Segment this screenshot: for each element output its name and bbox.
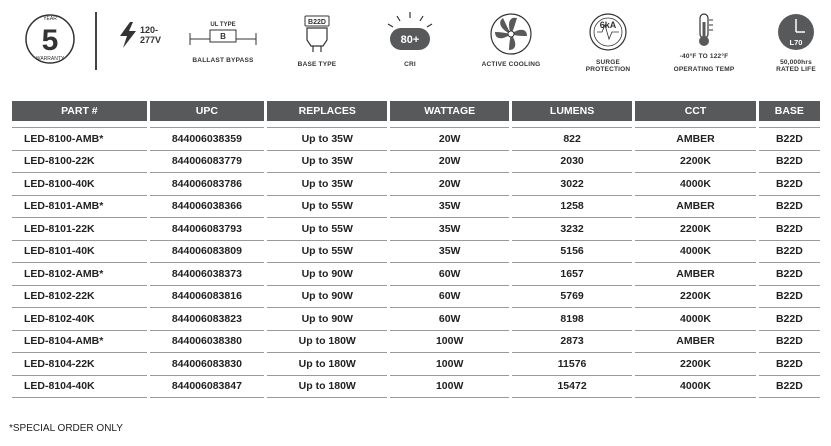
svg-text:WARRANTY: WARRANTY [35, 56, 65, 62]
col-header-lumens: LUMENS [512, 101, 632, 121]
fan-icon [489, 12, 533, 56]
active-cooling-caption: ACTIVE COOLING [481, 61, 541, 68]
cell-part-number: LED-8101-40K [12, 241, 147, 264]
table-row [12, 241, 820, 264]
cell-replaces: Up to 180W [267, 353, 387, 376]
cri-icon [385, 10, 435, 56]
warranty-icon [20, 8, 80, 70]
product-spec-table [9, 101, 823, 398]
svg-text:B: B [220, 32, 226, 41]
cell-lumens: 11576 [512, 353, 632, 376]
table-header-row [12, 101, 820, 121]
ul-type-label: UL TYPE [210, 22, 236, 28]
cell-part-number: LED-8102-22K [12, 286, 147, 309]
cell-lumens: 2030 [512, 151, 632, 174]
cell-lumens: 3232 [512, 218, 632, 241]
icon-divider [95, 12, 97, 70]
cell-base: B22D [759, 331, 820, 354]
special-order-footnote: *SPECIAL ORDER ONLY [9, 423, 123, 434]
cell-base: B22D [759, 353, 820, 376]
cell-upc: 844006083786 [150, 173, 264, 196]
cell-upc: 844006083816 [150, 286, 264, 309]
cell-lumens: 1258 [512, 196, 632, 219]
temp-range: -40°F TO 122°F [679, 53, 729, 60]
warranty-badge [20, 8, 80, 75]
cell-cct: 2200K [635, 151, 755, 174]
surge-caption-1: SURGE [595, 59, 621, 66]
cell-base: B22D [759, 151, 820, 174]
cell-cct: 4000K [635, 173, 755, 196]
cell-part-number: LED-8100-40K [12, 173, 147, 196]
cell-replaces: Up to 55W [267, 241, 387, 264]
cell-upc: 844006083793 [150, 218, 264, 241]
ballast-bypass-spec [186, 22, 260, 64]
col-header-cct: CCT [635, 101, 755, 121]
cell-wattage: 35W [390, 218, 508, 241]
cell-upc: 844006038373 [150, 263, 264, 286]
svg-text:80+: 80+ [400, 34, 420, 46]
cell-cct: 2200K [635, 286, 755, 309]
feature-icons-strip [0, 0, 831, 95]
surge-caption-2: PROTECTION [585, 66, 631, 73]
cell-wattage: 60W [390, 308, 508, 331]
cri-spec [380, 10, 440, 68]
table-row [12, 263, 820, 286]
cell-wattage: 100W [390, 331, 508, 354]
cell-upc: 844006083779 [150, 151, 264, 174]
lightning-bolt-icon [118, 22, 138, 48]
cell-replaces: Up to 90W [267, 286, 387, 309]
life-caption-2: RATED LIFE [776, 66, 816, 73]
col-header-replaces: REPLACES [267, 101, 387, 121]
cell-replaces: Up to 180W [267, 331, 387, 354]
cell-cct: 2200K [635, 218, 755, 241]
table-body [12, 121, 820, 398]
col-header-upc: UPC [150, 101, 264, 121]
cell-part-number: LED-8100-22K [12, 151, 147, 174]
table-row [12, 127, 820, 151]
cell-lumens: 1657 [512, 263, 632, 286]
cell-part-number: LED-8104-22K [12, 353, 147, 376]
ballast-icon [186, 28, 260, 50]
cell-cct: 4000K [635, 308, 755, 331]
cell-replaces: Up to 35W [267, 151, 387, 174]
cell-wattage: 35W [390, 241, 508, 264]
cell-part-number: LED-8102-AMB* [12, 263, 147, 286]
thermometer-icon [689, 12, 719, 48]
cell-base: B22D [759, 263, 820, 286]
cell-cct: 4000K [635, 241, 755, 264]
cell-upc: 844006083823 [150, 308, 264, 331]
cell-wattage: 20W [390, 151, 508, 174]
surge-icon [586, 12, 630, 54]
table-row [12, 173, 820, 196]
svg-text:B22D: B22D [308, 19, 326, 26]
svg-text:L70: L70 [789, 38, 803, 47]
voltage-line1: 120- [140, 25, 159, 35]
col-header-wattage: WATTAGE [390, 101, 508, 121]
ballast-caption: BALLAST BYPASS [192, 57, 254, 64]
cell-wattage: 60W [390, 263, 508, 286]
cell-upc: 844006083830 [150, 353, 264, 376]
cell-cct: AMBER [635, 331, 755, 354]
life-caption-1: 50,000hrs [780, 59, 812, 66]
cell-base: B22D [759, 218, 820, 241]
table-row [12, 353, 820, 376]
cell-replaces: Up to 55W [267, 196, 387, 219]
cell-wattage: 100W [390, 353, 508, 376]
base-type-spec [286, 12, 348, 68]
cell-lumens: 822 [512, 127, 632, 151]
table-row [12, 218, 820, 241]
cell-wattage: 20W [390, 127, 508, 151]
cell-wattage: 20W [390, 173, 508, 196]
clock-icon [776, 12, 816, 52]
svg-text:5: 5 [41, 24, 59, 57]
table-row [12, 308, 820, 331]
rated-life-spec [770, 12, 822, 73]
cell-part-number: LED-8104-AMB* [12, 331, 147, 354]
cell-base: B22D [759, 196, 820, 219]
cell-base: B22D [759, 241, 820, 264]
cell-replaces: Up to 35W [267, 173, 387, 196]
temp-caption: OPERATING TEMP [673, 66, 735, 73]
col-header-base: BASE [759, 101, 820, 121]
cell-upc: 844006038366 [150, 196, 264, 219]
cell-base: B22D [759, 376, 820, 399]
cell-cct: 2200K [635, 353, 755, 376]
cell-lumens: 3022 [512, 173, 632, 196]
cell-base: B22D [759, 127, 820, 151]
cell-part-number: LED-8101-AMB* [12, 196, 147, 219]
surge-protection-spec [578, 12, 638, 73]
cell-replaces: Up to 55W [267, 218, 387, 241]
cell-lumens: 8198 [512, 308, 632, 331]
operating-temp-spec [662, 12, 746, 73]
cell-lumens: 15472 [512, 376, 632, 399]
table-row [12, 151, 820, 174]
cell-cct: AMBER [635, 263, 755, 286]
voltage-line2: 277V [140, 35, 162, 45]
cell-part-number: LED-8102-40K [12, 308, 147, 331]
cell-replaces: Up to 90W [267, 308, 387, 331]
cell-part-number: LED-8100-AMB* [12, 127, 147, 151]
table-row [12, 376, 820, 399]
cell-cct: AMBER [635, 127, 755, 151]
cell-base: B22D [759, 286, 820, 309]
table-row [12, 286, 820, 309]
cell-replaces: Up to 180W [267, 376, 387, 399]
table-row [12, 331, 820, 354]
cell-upc: 844006038380 [150, 331, 264, 354]
svg-text:6kA: 6kA [599, 20, 617, 30]
cell-lumens: 5769 [512, 286, 632, 309]
cell-lumens: 5156 [512, 241, 632, 264]
active-cooling-spec [474, 12, 548, 68]
cell-upc: 844006083847 [150, 376, 264, 399]
cell-upc: 844006038359 [150, 127, 264, 151]
table-row [12, 196, 820, 219]
cell-upc: 844006083809 [150, 241, 264, 264]
base-type-caption: BASE TYPE [297, 61, 337, 68]
cell-wattage: 60W [390, 286, 508, 309]
cell-replaces: Up to 90W [267, 263, 387, 286]
cell-base: B22D [759, 308, 820, 331]
cell-cct: 4000K [635, 376, 755, 399]
bulb-base-icon [299, 12, 335, 56]
cell-wattage: 100W [390, 376, 508, 399]
col-header-part: PART # [12, 101, 147, 121]
cell-base: B22D [759, 173, 820, 196]
cell-cct: AMBER [635, 196, 755, 219]
cell-part-number: LED-8101-22K [12, 218, 147, 241]
cell-replaces: Up to 35W [267, 127, 387, 151]
cell-wattage: 35W [390, 196, 508, 219]
cell-lumens: 2873 [512, 331, 632, 354]
svg-text:YEAR: YEAR [43, 16, 57, 22]
cell-part-number: LED-8104-40K [12, 376, 147, 399]
cri-caption: CRI [404, 61, 416, 68]
